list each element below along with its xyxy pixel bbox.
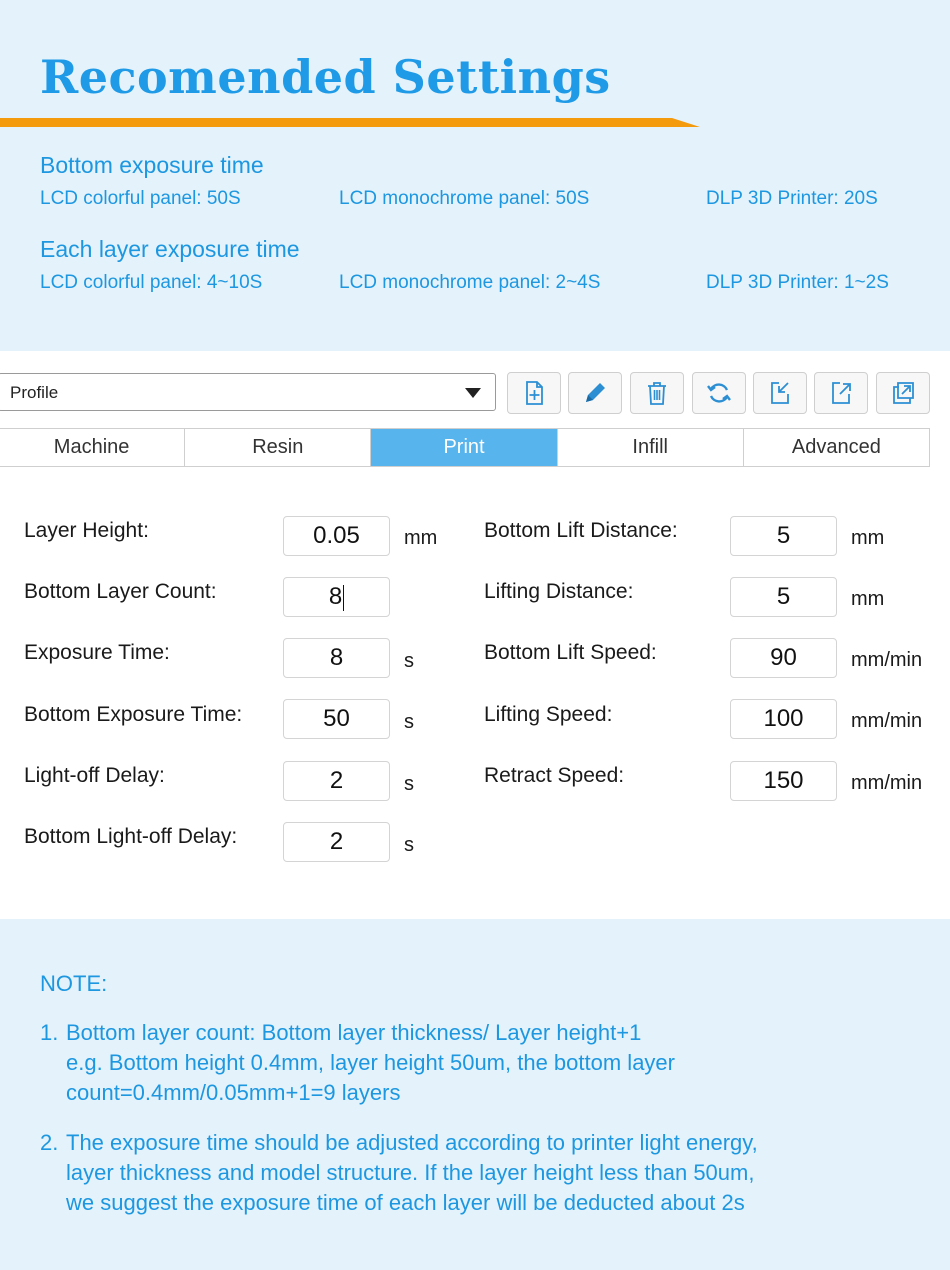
bottom-layer-count-input[interactable] xyxy=(283,577,390,617)
bottom-light-off-delay-input[interactable]: 2 xyxy=(283,822,390,862)
bottom-lift-distance-label: Bottom Lift Distance: xyxy=(484,519,678,542)
retract-speed-input[interactable]: 150 xyxy=(730,761,837,801)
retract-speed-label: Retract Speed: xyxy=(484,764,625,787)
add-profile-button[interactable] xyxy=(507,372,561,414)
lifting-distance-input[interactable]: 5 xyxy=(730,577,837,617)
lifting-distance-label: Lifting Distance: xyxy=(484,580,634,603)
tab-print[interactable]: Print xyxy=(371,429,557,466)
import-icon xyxy=(766,379,794,407)
note-line: count=0.4mm/0.05mm+1=9 layers xyxy=(66,1080,401,1105)
edit-profile-button[interactable] xyxy=(568,372,622,414)
bottom-exposure-row xyxy=(0,188,950,212)
retract-speed-unit: mm/min xyxy=(851,772,923,794)
export-profile-button[interactable] xyxy=(814,372,868,414)
tab-resin[interactable]: Resin xyxy=(185,429,371,466)
note-number: 2. xyxy=(40,1130,59,1155)
profile-select-value: Profile xyxy=(10,383,59,402)
light-off-delay-unit: s xyxy=(404,773,414,795)
bottom-exposure-dlp: DLP 3D Printer: 20S xyxy=(706,188,878,209)
text-caret xyxy=(343,585,344,611)
tab-advanced[interactable]: Advanced xyxy=(791,436,881,458)
page-title: Recomended Settings xyxy=(40,50,611,104)
bottom-lift-speed-unit: mm/min xyxy=(851,649,923,671)
chevron-down-icon xyxy=(465,388,481,398)
layer-exposure-row xyxy=(0,272,950,296)
bottom-light-off-delay-label: Bottom Light-off Delay: xyxy=(24,825,238,848)
exposure-time-label: Exposure Time: xyxy=(24,641,170,664)
bottom-layer-count-value: 8 xyxy=(328,583,343,610)
title-underline xyxy=(0,118,700,127)
note-heading: NOTE: xyxy=(40,971,108,996)
lifting-speed-unit: mm/min xyxy=(851,710,923,732)
layer-height-unit: mm xyxy=(404,527,438,549)
edit-icon xyxy=(581,379,609,407)
note-item-2 xyxy=(40,1128,900,1218)
exposure-time-unit: s xyxy=(404,650,414,672)
note-line: Bottom layer count: Bottom layer thickness/ Layer height+1 xyxy=(66,1020,642,1045)
layer-height-input[interactable]: 0.05 xyxy=(283,516,390,556)
layer-exposure-dlp: DLP 3D Printer: 1~2S xyxy=(706,272,889,293)
bottom-layer-count-label: Bottom Layer Count: xyxy=(24,580,217,603)
note-line: layer thickness and model structure. If the layer height less than 50um, xyxy=(66,1160,755,1185)
refresh-icon xyxy=(705,379,733,407)
lifting-distance-unit: mm xyxy=(851,588,885,610)
bottom-exposure-time-label: Bottom Exposure Time: xyxy=(24,703,243,726)
note-item-1 xyxy=(40,1018,900,1108)
lifting-speed-input[interactable]: 100 xyxy=(730,699,837,739)
refresh-profile-button[interactable] xyxy=(692,372,746,414)
import-profile-button[interactable] xyxy=(753,372,807,414)
bottom-exposure-lcd-mono: LCD monochrome panel: 50S xyxy=(339,188,590,209)
layer-exposure-lcd-colorful: LCD colorful panel: 4~10S xyxy=(40,272,263,293)
add-icon xyxy=(520,379,548,407)
lifting-speed-label: Lifting Speed: xyxy=(484,703,613,726)
bottom-lift-speed-label: Bottom Lift Speed: xyxy=(484,641,657,664)
share-icon xyxy=(889,379,917,407)
tab-machine[interactable]: Machine xyxy=(0,429,185,466)
note-number: 1. xyxy=(40,1020,59,1045)
tab-infill[interactable]: Infill xyxy=(558,429,744,466)
bottom-exposure-heading: Bottom exposure time xyxy=(40,152,264,178)
bottom-lift-distance-input[interactable]: 5 xyxy=(730,516,837,556)
light-off-delay-input[interactable]: 2 xyxy=(283,761,390,801)
delete-profile-button[interactable] xyxy=(630,372,684,414)
note-line: The exposure time should be adjusted according to printer light energy, xyxy=(66,1130,758,1155)
settings-tabs xyxy=(0,428,930,467)
bottom-light-off-delay-unit: s xyxy=(404,834,414,856)
bottom-exposure-time-unit: s xyxy=(404,711,414,733)
share-profile-button[interactable] xyxy=(876,372,930,414)
note-line: we suggest the exposure time of each layer will be deducted about 2s xyxy=(66,1190,745,1215)
layer-exposure-heading: Each layer exposure time xyxy=(40,236,300,262)
print-settings-panel xyxy=(0,351,950,919)
bottom-exposure-lcd-colorful: LCD colorful panel: 50S xyxy=(40,188,241,209)
light-off-delay-label: Light-off Delay: xyxy=(24,764,165,787)
export-icon xyxy=(827,379,855,407)
bottom-lift-distance-unit: mm xyxy=(851,527,885,549)
bottom-lift-speed-input[interactable]: 90 xyxy=(730,638,837,678)
profile-select[interactable] xyxy=(0,373,496,411)
layer-exposure-lcd-mono: LCD monochrome panel: 2~4S xyxy=(339,272,601,293)
note-line: e.g. Bottom height 0.4mm, layer height 50um, the bottom layer xyxy=(66,1050,675,1075)
exposure-time-input[interactable]: 8 xyxy=(283,638,390,678)
bottom-exposure-time-input[interactable]: 50 xyxy=(283,699,390,739)
layer-height-label: Layer Height: xyxy=(24,519,149,542)
delete-icon xyxy=(643,379,671,407)
